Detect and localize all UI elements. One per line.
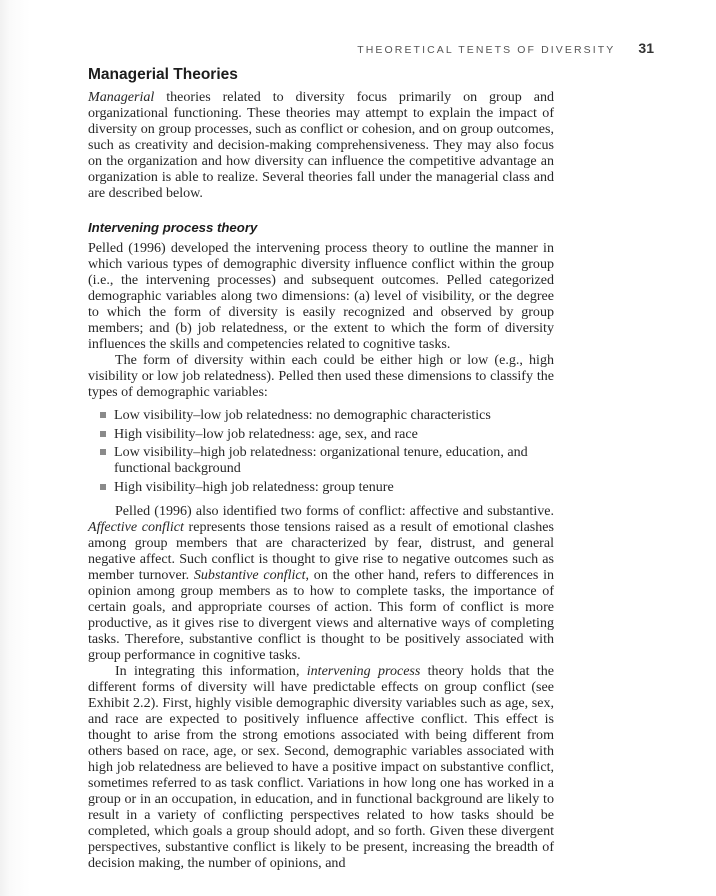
- page-number: 31: [638, 40, 654, 56]
- section-intro-paragraph: [88, 89, 554, 201]
- para4-text-1: In integrating this information,: [115, 662, 307, 679]
- emphasis-intervening-process: intervening process: [306, 662, 421, 679]
- emphasis-affective-conflict: Affective conflict: [88, 518, 184, 535]
- page-content: [88, 66, 554, 871]
- list-item-text: High visibility–high job relatedness: group tenure: [114, 478, 394, 495]
- para4-text-2: theory holds that the different forms of diversity will have predictable effects on group conflict (see Exhibit 2.2). First, highly visible demographic diversity variables such as age, sex, and race are expected to positively influence affective conflict. This effect is thought to arise from the strong emotions associated with being different from others based on race, age, or sex. Second, demographic variables associated with high job relatedness are believed to have a positive impact on substantive conflict, sometimes referred to as task conflict. Variations in how long one has worked in a group or in an occupation, in education, and in functional background are likely to result in a variety of conflicting perspectives related to how tasks should be completed, which goals a group should adopt, and so forth. Given these divergent perspectives, substantive conflict is likely to be present, increasing the breadth of decision making, the number of opinions, and: [88, 662, 554, 871]
- running-head-title: THEORETICAL TENETS OF DIVERSITY: [357, 44, 616, 56]
- paragraph-3: [88, 503, 554, 663]
- emphasis-managerial: Managerial: [88, 89, 155, 105]
- bullet-list: [88, 407, 554, 495]
- paragraph-1: Pelled (1996) developed the intervening process theory to outline the manner in which various types of demographic diversity influence conflict within the group (i.e., the intervening processes) and subsequent outcomes. Pelled categorized demographic variables along two dimensions: (a) level of visibility, or the degree to which the form of diversity is easily recognized and observed by group members; and (b) job relatedness, or the extent to which the form of diversity influences the skills and competencies related to cognitive tasks.: [88, 240, 554, 352]
- subsection-heading: Intervening process theory: [88, 220, 258, 235]
- para3-text-1: Pelled (1996) also identified two forms of conflict: affective and substantive.: [115, 502, 554, 519]
- list-item-text: High visibility–low job relatedness: age, sex, and race: [114, 425, 418, 442]
- square-bullet-icon: [100, 412, 106, 418]
- para3-text-2: represents those tensions raised as a result of emotional clashes among group members that are characterized by fear, distrust, and general negative affect. Such conflict is thought to give rise to negative outcomes such as member turnover.: [88, 518, 555, 583]
- running-head: [357, 40, 654, 56]
- paragraph-2: The form of diversity within each could be either high or low (e.g., high visibility or low job relatedness). Pelled then used these dimensions to classify the types of demographic variables:: [88, 352, 554, 400]
- list-item: [114, 426, 554, 442]
- square-bullet-icon: [100, 431, 106, 437]
- para3-text-3: , on the other hand, refers to differences in opinion among group members as to how to complete tasks, the importance of certain goals, and appropriate courses of action. This form of conflict is more productive, as it gives rise to divergent views and alternative ways of completing tasks. Therefore, substantive conflict is thought to be positively associated with group performance in cognitive tasks.: [88, 566, 554, 663]
- emphasis-substantive-conflict: Substantive conflict: [193, 566, 306, 583]
- square-bullet-icon: [100, 484, 106, 490]
- square-bullet-icon: [100, 449, 106, 455]
- list-item: [114, 444, 554, 476]
- list-item-text: Low visibility–low job relatedness: no demographic characteristics: [114, 407, 491, 423]
- intro-text: theories related to diversity focus primarily on group and organizational functioning. These theories may attempt to explain the impact of diversity on group processes, such as conflict or cohesion, and on group outcomes, such as creativity and decision-making comprehensiveness. They may also focus on the organization and how diversity can influence the competitive advantage an organization is able to realize. Several theories fall under the managerial class and are described below.: [88, 89, 554, 201]
- list-item-text: Low visibility–high job relatedness: organizational tenure, education, and functional background: [114, 444, 528, 476]
- section-heading: Managerial Theories: [88, 66, 238, 83]
- list-item: [114, 407, 554, 423]
- paragraph-4: [88, 663, 554, 871]
- list-item: [114, 479, 554, 495]
